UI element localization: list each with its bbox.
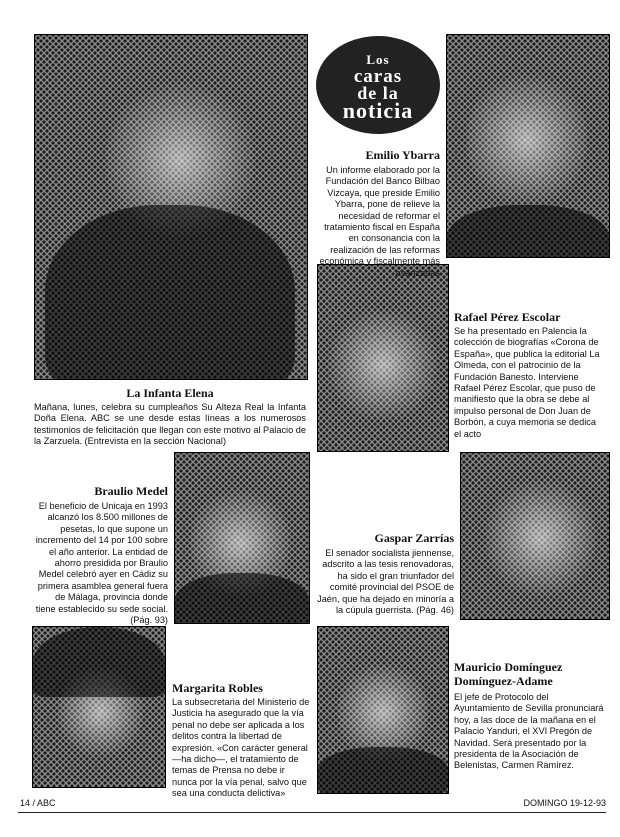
robles-text: La subsecretaria del Ministerio de Justicia ha asegurado que la vía penal no debe ser aplicada a los delitos contra la libertad de expresión. «Con carácter general —ha dicho—, el tratamiento de temas de Prensa no debe ir nunca por la vía penal, salvo que sea una conducta delictiva» [172,697,310,799]
photo-emilio-ybarra [446,34,610,258]
adame-name-line-2: Domínguez-Adame [454,674,553,688]
photo-rafael-perez-escolar [317,264,449,452]
issue-date: DOMINGO 19-12-93 [523,798,606,808]
escolar-text: Se ha presentado en Palencia la colección de biografías «Corona de España», que publica la editorial La Olmeda, con el patrocinio de la Fundación Banesto. Interviene Rafael Pérez Escolar, que puso de manifiesto que la obra se debe al impulso personal de Don Juan de Borbón, a cuya memoria se dedica el acto [454,326,600,439]
footer-rule [18,812,606,813]
ybarra-name: Emilio Ybarra [365,148,440,162]
page-number: 14 / ABC [20,798,56,808]
adame-text: El jefe de Protocolo del Ayuntamiento de Sevilla pronunciará hoy, a las doce de la mañana en el Palacio Yanduri, el XVI Pregón de Navidad. Será presentado por la presidenta de la Asociación de Belenistas, Carmen Ramírez. [454,692,604,771]
logo-line-2: caras [353,66,403,87]
logo-line-3: de la [357,83,399,103]
logo-line-4: noticia [342,98,414,123]
zarrias-text: El senador socialista jiennense, adscrito a las tesis renovadoras, ha sido el gran triunfador del comité provincial del PSOE de Jaén, que ha dejado en minoría a la cúpula guerrista. (Pág. 46) [317,548,454,616]
elena-text: Mañana, lunes, celebra su cumpleaños Su Alteza Real la Infanta Doña Elena. ABC se une desde estas líneas a los numerosos testimonios de felicitación que llegan con este motivo al Palacio de la Zarzuela. (Entrevista en la sección Nacional) [34,402,306,447]
medel-text: El beneficio de Unicaja en 1993 alcanzó los 8.500 millones de pesetas, lo que supone un incremento del 14 por 100 sobre el año anterior. La entidad de ahorro presidida por Braulio Medel celebró ayer en Cádiz su primera asamblea general fuera de Málaga, provincia donde tiene establecido su sede social. (Pág. 93) [35,501,168,626]
photo-braulio-medel [174,452,310,624]
logo-line-1: Los [366,52,390,67]
photo-gaspar-zarrias [460,452,610,620]
las-caras-de-la-noticia-logo [316,36,440,134]
photo-margarita-robles [32,626,166,788]
medel-name: Braulio Medel [94,484,168,498]
elena-name: La Infanta Elena [126,386,214,400]
escolar-name: Rafael Pérez Escolar [454,310,561,324]
ybarra-text: Un informe elaborado por la Fundación del Banco Bilbao Vizcaya, que preside Emilio Ybarra, pone de relieve la necesidad de reformar el tratamiento fiscal en España en consonancia con la realización de las reformas económica y fiscalmente más avanzadas [319,165,440,278]
photo-mauricio-dominguez [317,626,449,794]
robles-name: Margarita Robles [172,681,263,695]
photo-infanta-elena [34,34,308,380]
zarrias-name: Gaspar Zarrías [374,531,454,545]
adame-name-line-1: Mauricio Domínguez [454,660,563,674]
